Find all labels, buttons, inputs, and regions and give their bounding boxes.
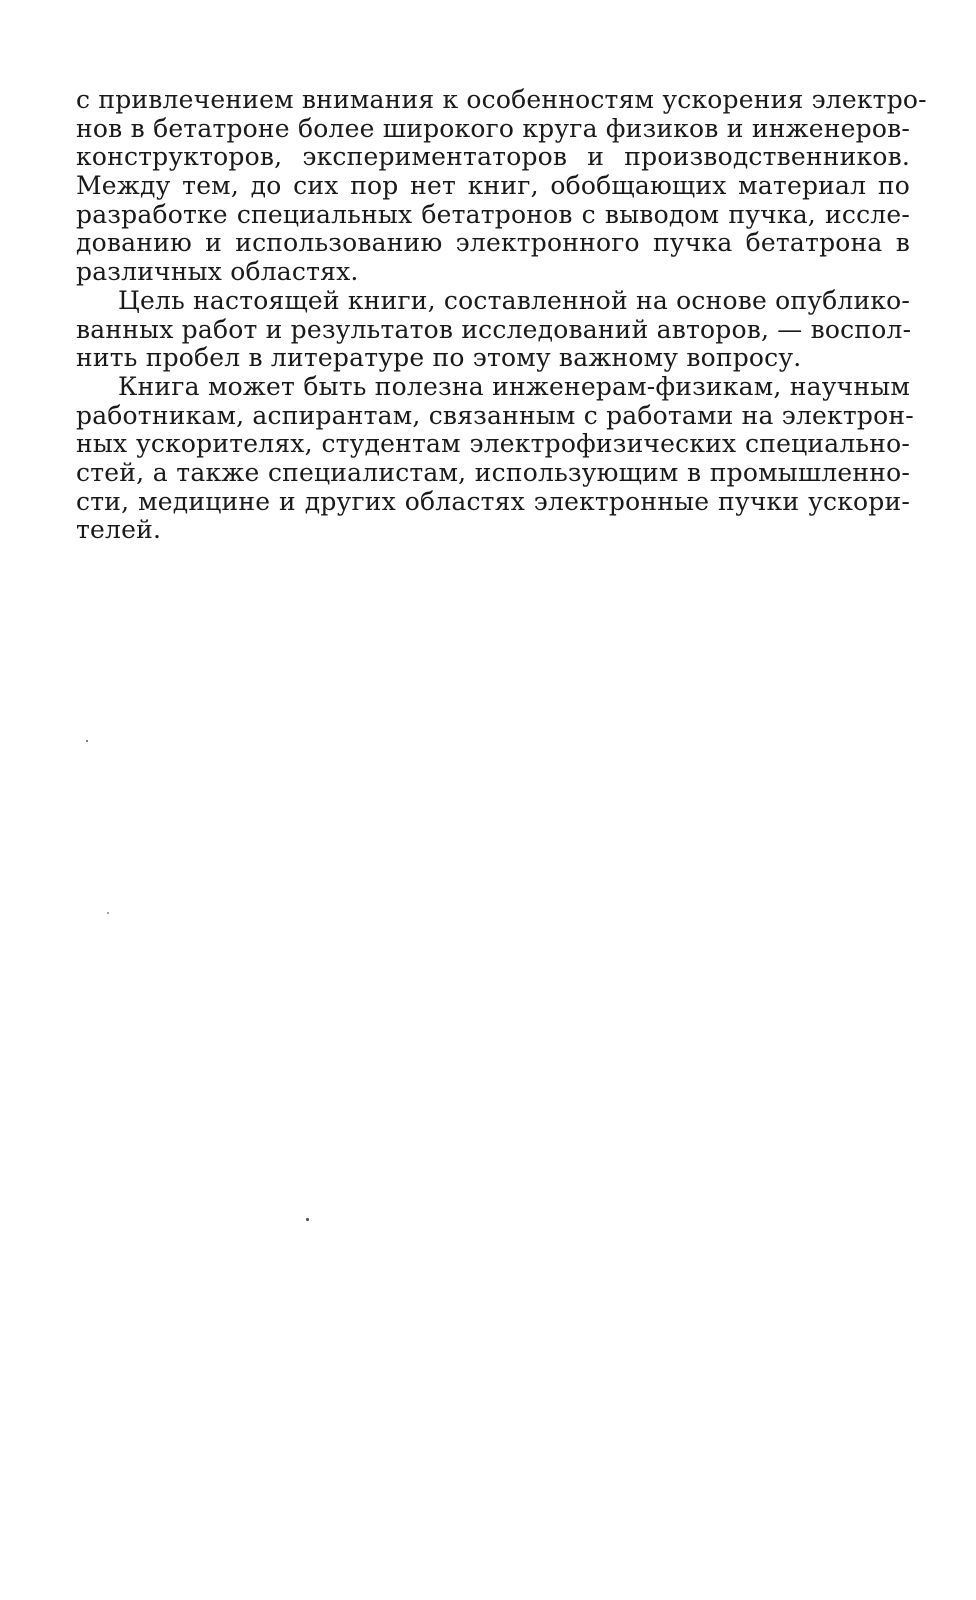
text-line: стей, а также специалистам, использующим в промышленно- <box>76 457 910 487</box>
text-line: конструкторов, экспериментаторов и производственников. <box>76 142 910 172</box>
text-line: нов в бетатроне более широкого круга физиков и инженеров- <box>76 113 910 143</box>
paragraph-2 <box>76 287 910 373</box>
body-text <box>76 85 927 545</box>
text-line: ных ускорителях, студентам электрофизических специально- <box>76 429 910 459</box>
text-line: работникам, аспирантам, связанным с работами на электрон- <box>76 400 914 430</box>
text-line: ванных работ и результатов исследований авторов, — воспол- <box>76 314 912 344</box>
scan-speck <box>107 912 109 914</box>
paragraph-3 <box>76 371 914 545</box>
scan-speck <box>86 740 88 742</box>
text-line: сти, медицине и других областях электронные пучки ускори- <box>76 486 910 516</box>
text-line: Цель настоящей книги, составленной на основе опублико- <box>118 285 911 315</box>
paragraph-1 <box>76 85 927 287</box>
text-line: дованию и использованию электронного пучка бетатрона в <box>76 228 910 258</box>
text-line: Между тем, до сих пор нет книг, обобщающих материал по <box>76 171 910 201</box>
text-line: Книга может быть полезна инженерам-физикам, научным <box>118 371 910 401</box>
text-line: нить пробел в литературе по этому важному вопросу. <box>76 343 802 373</box>
text-line: с привлечением внимания к особенностям ускорения электро- <box>76 85 927 114</box>
scan-speck <box>306 1218 309 1221</box>
text-line: телей. <box>76 515 162 545</box>
text-line: разработке специальных бетатронов с выводом пучка, иссле- <box>76 199 910 229</box>
text-line: различных областях. <box>76 257 359 287</box>
